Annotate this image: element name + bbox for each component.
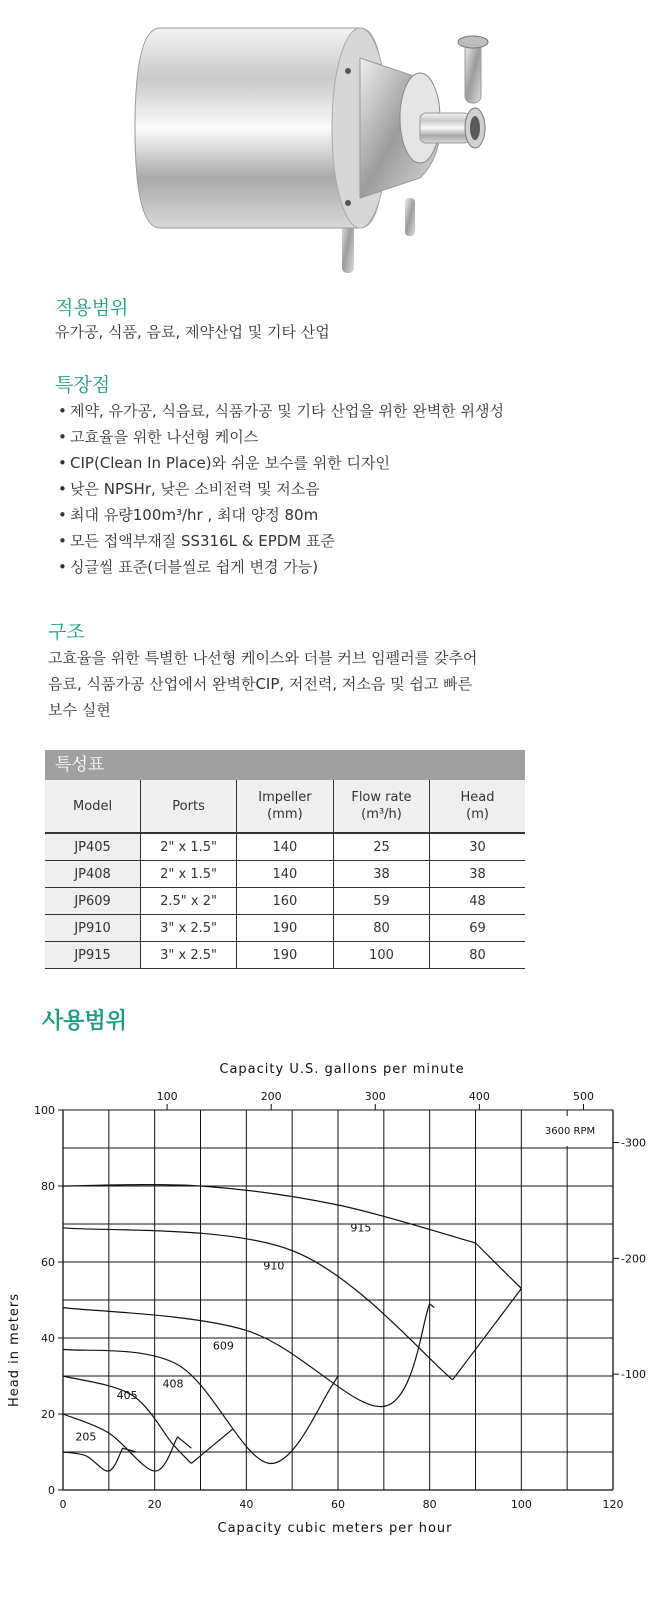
top-tick-label: 500 bbox=[572, 1090, 594, 1103]
series-line-609 bbox=[63, 1349, 333, 1463]
features-title: 특장점 bbox=[55, 374, 111, 396]
features-item: • 모든 접액부재질 SS316L & EPDM 표준 bbox=[56, 528, 504, 554]
spec-table-section bbox=[45, 750, 525, 969]
impeller-cell: 160 bbox=[236, 888, 333, 915]
series-end-line bbox=[476, 1243, 522, 1289]
top-tick-label: 300 bbox=[364, 1090, 386, 1103]
table-row bbox=[45, 888, 525, 915]
impeller-cell: 190 bbox=[236, 942, 333, 969]
application-text: 유가공, 식품, 음료, 제약산업 및 기타 산업 bbox=[55, 323, 330, 341]
series-label: 408 bbox=[162, 1377, 184, 1391]
series-label: 205 bbox=[75, 1430, 97, 1444]
flow-rate-cell: 59 bbox=[333, 888, 429, 915]
right-tick-label: -100 bbox=[621, 1368, 646, 1382]
features-item: • CIP(Clean In Place)와 쉬운 보수를 위한 디자인 bbox=[56, 450, 504, 476]
flow-rate-cell: 100 bbox=[333, 942, 429, 969]
spec-table bbox=[45, 780, 525, 969]
x-tick-label: 20 bbox=[147, 1498, 162, 1511]
column-header: Flow rate (m³/h) bbox=[333, 780, 429, 833]
structure-line: 보수 실현 bbox=[48, 701, 111, 719]
ports-cell: 3" x 2.5" bbox=[141, 915, 237, 942]
top-tick-label: 100 bbox=[156, 1090, 178, 1103]
column-header: Head (m) bbox=[430, 780, 525, 833]
features-item: • 제약, 유가공, 식음료, 식품가공 및 기타 산업을 위한 완벽한 위생성 bbox=[56, 398, 504, 424]
chart-y-label: Head in meters bbox=[7, 1293, 22, 1407]
features-list bbox=[56, 398, 504, 580]
series-label: 910 bbox=[263, 1259, 285, 1273]
table-row bbox=[45, 942, 525, 969]
right-tick-label: -300 bbox=[621, 1136, 646, 1150]
impeller-cell: 190 bbox=[236, 915, 333, 942]
flow-rate-cell: 38 bbox=[333, 861, 429, 888]
performance-chart bbox=[0, 1050, 670, 1550]
flow-rate-cell: 80 bbox=[333, 915, 429, 942]
y-tick-label: 80 bbox=[41, 1180, 55, 1193]
column-header: Ports bbox=[141, 780, 237, 833]
x-tick-label: 80 bbox=[422, 1498, 437, 1511]
range-title: 사용범위 bbox=[42, 1009, 128, 1034]
model-cell: JP915 bbox=[45, 942, 141, 969]
series-line-915 bbox=[63, 1185, 476, 1243]
head-cell: 30 bbox=[430, 833, 525, 861]
head-cell: 80 bbox=[430, 942, 525, 969]
series-end-line bbox=[430, 1304, 435, 1308]
head-cell: 69 bbox=[430, 915, 525, 942]
ports-cell: 2.5" x 2" bbox=[141, 888, 237, 915]
y-tick-label: 20 bbox=[41, 1408, 55, 1421]
table-row bbox=[45, 833, 525, 861]
series-end-line bbox=[191, 1429, 232, 1463]
model-cell: JP405 bbox=[45, 833, 141, 861]
series-line-curve bbox=[63, 1228, 453, 1380]
structure-title: 구조 bbox=[48, 621, 85, 643]
top-tick-label: 400 bbox=[468, 1090, 490, 1103]
impeller-cell: 140 bbox=[236, 861, 333, 888]
ports-cell: 2" x 1.5" bbox=[141, 833, 237, 861]
x-tick-label: 60 bbox=[331, 1498, 345, 1511]
model-cell: JP910 bbox=[45, 915, 141, 942]
spec-table-title: 특성표 bbox=[45, 750, 525, 780]
flow-rate-cell: 25 bbox=[333, 833, 429, 861]
chart-title: Capacity U.S. gallons per minute bbox=[219, 1062, 465, 1077]
features-item: • 싱글씰 표준(더블씰로 쉽게 변경 가능) bbox=[56, 554, 504, 580]
table-row bbox=[45, 915, 525, 942]
impeller-cell: 140 bbox=[236, 833, 333, 861]
series-label: 915 bbox=[350, 1221, 372, 1235]
ports-cell: 3" x 2.5" bbox=[141, 942, 237, 969]
top-tick-label: 200 bbox=[260, 1090, 282, 1103]
features-item: • 최대 유량100m³/hr , 최대 양정 80m bbox=[56, 502, 504, 528]
head-cell: 48 bbox=[430, 888, 525, 915]
centrifugal-pump-photo bbox=[120, 8, 540, 288]
x-tick-label: 0 bbox=[59, 1498, 67, 1511]
series-end-line bbox=[178, 1437, 192, 1448]
table-row bbox=[45, 861, 525, 888]
rpm-annotation: 3600 RPM bbox=[544, 1126, 596, 1137]
column-header: Impeller (mm) bbox=[236, 780, 333, 833]
ports-cell: 2" x 1.5" bbox=[141, 861, 237, 888]
y-tick-label: 0 bbox=[48, 1484, 55, 1497]
y-tick-label: 40 bbox=[41, 1332, 55, 1345]
series-end-line bbox=[453, 1289, 522, 1380]
structure-text bbox=[48, 645, 477, 723]
structure-line: 고효율을 위한 특별한 나선형 케이스와 더블 커브 임펠러를 갖추어 bbox=[48, 649, 478, 667]
structure-line: 음료, 식품가공 산업에서 완벽한CIP, 저전력, 저소음 및 쉽고 빠른 bbox=[48, 675, 473, 693]
model-cell: JP609 bbox=[45, 888, 141, 915]
x-tick-label: 120 bbox=[602, 1498, 624, 1511]
head-cell: 38 bbox=[430, 861, 525, 888]
right-tick-label: -200 bbox=[621, 1252, 646, 1266]
chart-x-label: Capacity cubic meters per hour bbox=[217, 1521, 453, 1536]
features-item: • 낮은 NPSHr, 낮은 소비전력 및 저소음 bbox=[56, 476, 504, 502]
column-header: Model bbox=[45, 780, 141, 833]
x-tick-label: 100 bbox=[510, 1498, 532, 1511]
chart-grid bbox=[63, 1110, 613, 1490]
series-end-line bbox=[333, 1376, 338, 1384]
x-tick-label: 40 bbox=[239, 1498, 254, 1511]
y-tick-label: 60 bbox=[41, 1256, 55, 1269]
application-title: 적용범위 bbox=[55, 297, 129, 319]
series-label: 405 bbox=[116, 1388, 138, 1402]
model-cell: JP408 bbox=[45, 861, 141, 888]
y-tick-label: 100 bbox=[34, 1104, 55, 1117]
features-item: • 고효율을 위한 나선형 케이스 bbox=[56, 424, 504, 450]
series-label: 609 bbox=[212, 1339, 234, 1353]
